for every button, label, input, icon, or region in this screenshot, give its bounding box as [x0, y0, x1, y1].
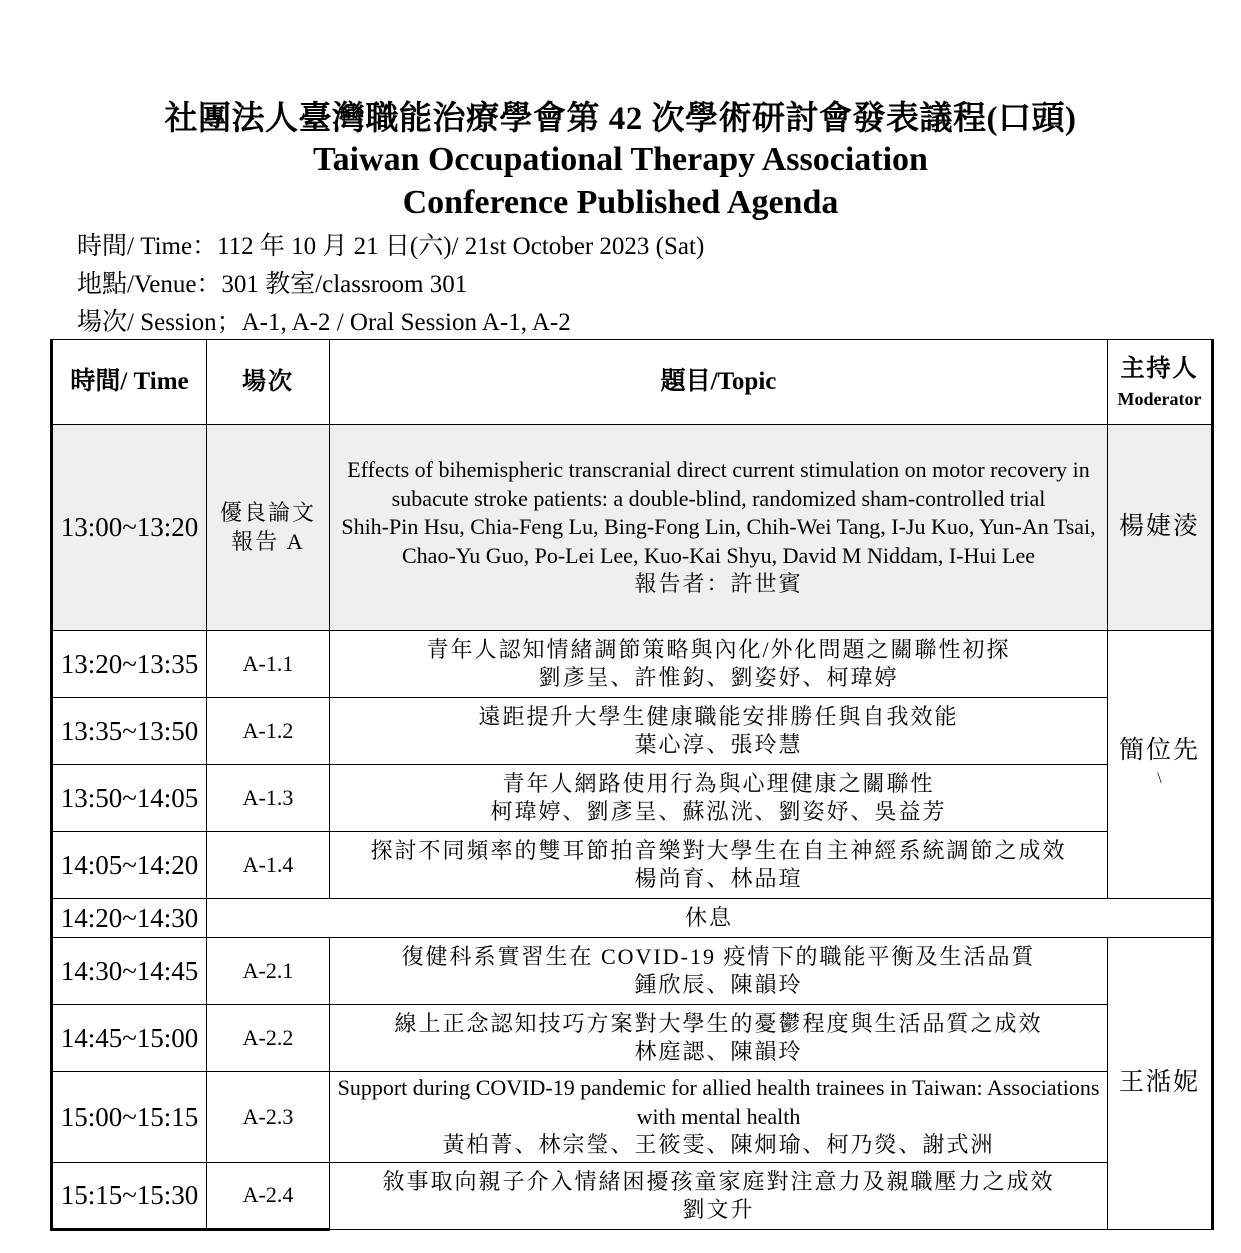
- time-cell: 15:00~15:15: [52, 1072, 207, 1163]
- time-cell: 14:20~14:30: [52, 899, 207, 938]
- topic-title: Effects of bihemispheric transcranial direct current stimulation on motor recovery in subacute stroke patients: a double-blind, randomized sham-controlled trial: [347, 457, 1090, 511]
- info-venue: 地點/Venue：301 教室/classroom 301: [77, 271, 468, 298]
- topic-cell: [330, 938, 1108, 1005]
- topic-title: 敘事取向親子介入情緒困擾孩童家庭對注意力及親職壓力之成效: [382, 1168, 1055, 1194]
- topic-cell: [330, 631, 1108, 698]
- session-cell: A-1.3: [207, 765, 330, 832]
- session-cell: A-2.3: [207, 1072, 330, 1163]
- time-cell: 14:05~14:20: [52, 832, 207, 899]
- break-row: [52, 899, 1213, 938]
- topic-authors: 黃柏菁、林宗瑩、王筱雯、陳炯瑜、柯乃熒、謝式洲: [442, 1132, 995, 1158]
- topic-authors: Shih-Pin Hsu, Chia-Feng Lu, Bing-Fong Lin, Chih-Wei Tang, I-Ju Kuo, Yun-An Tsai, Chao-Yu Guo, Po-Lei Lee, Kuo-Kai Shyu, David M Niddam, I-Hui Lee: [341, 514, 1096, 568]
- table-row: [52, 1072, 1213, 1163]
- header-moderator-en: Moderator: [1117, 389, 1202, 409]
- header-time: 時間/ Time: [52, 340, 207, 425]
- topic-cell: [330, 698, 1108, 765]
- topic-title: 線上正念認知技巧方案對大學生的憂鬱程度與生活品質之成效: [394, 1010, 1043, 1036]
- topic-authors: 鍾欣辰、陳韻玲: [634, 972, 803, 997]
- title-chinese: 社團法人臺灣職能治療學會第 42 次學術研討會發表議程(口頭): [164, 101, 1077, 137]
- time-cell: 13:35~13:50: [52, 698, 207, 765]
- table-row: [52, 425, 1213, 631]
- header-topic: 題目/Topic: [330, 340, 1108, 425]
- moderator-cell: 王湉妮: [1108, 938, 1213, 1230]
- topic-title: 探討不同頻率的雙耳節拍音樂對大學生在自主神經系統調節之成效: [370, 837, 1067, 863]
- topic-cell: [330, 1163, 1108, 1230]
- session-cell: A-1.4: [207, 832, 330, 899]
- header-moderator: [1108, 340, 1213, 425]
- table-row: [52, 765, 1213, 832]
- time-cell: 13:50~14:05: [52, 765, 207, 832]
- topic-title: Support during COVID-19 pandemic for allied health trainees in Taiwan: Associations with mental health: [337, 1075, 1100, 1129]
- session-cell: A-2.1: [207, 938, 330, 1005]
- header-row: [52, 340, 1213, 425]
- header-moderator-cn: 主持人: [1120, 356, 1199, 382]
- table-row: [52, 1005, 1213, 1072]
- topic-authors: 柯瑋婷、劉彥呈、蘇泓洸、劉姿妤、吳益芳: [490, 799, 947, 824]
- topic-authors: 楊尚育、林品瑄: [634, 866, 803, 891]
- session-line2: 報告 A: [231, 528, 305, 554]
- topic-authors: 劉文升: [682, 1197, 755, 1222]
- table-row: [52, 832, 1213, 899]
- table-row: [52, 938, 1213, 1005]
- topic-presenter: 報告者：許世賓: [634, 571, 803, 597]
- time-cell: 14:45~15:00: [52, 1005, 207, 1072]
- time-cell: 13:20~13:35: [52, 631, 207, 698]
- header-session: 場次: [207, 340, 330, 425]
- session-cell: A-1.1: [207, 631, 330, 698]
- topic-authors: 劉彥呈、許惟鈞、劉姿妤、柯瑋婷: [538, 665, 899, 690]
- title-english-line2: Conference Published Agenda: [402, 184, 839, 221]
- moderator-name: 簡位先: [1118, 737, 1200, 765]
- agenda-table: [50, 339, 1214, 1231]
- table-row: [52, 698, 1213, 765]
- topic-cell: [330, 1005, 1108, 1072]
- session-cell: A-2.2: [207, 1005, 330, 1072]
- table-row: [52, 631, 1213, 698]
- title-english-line1: Taiwan Occupational Therapy Association: [313, 141, 928, 178]
- topic-cell: [330, 832, 1108, 899]
- topic-title: 復健科系實習生在 COVID-19 疫情下的職能平衡及生活品質: [401, 943, 1036, 969]
- topic-authors: 林庭諰、陳韻玲: [634, 1039, 803, 1064]
- topic-title: 青年人網路使用行為與心理健康之關聯性: [502, 770, 935, 796]
- topic-title: 青年人認知情緒調節策略與內化/外化問題之關聯性初探: [426, 636, 1011, 662]
- session-cell: A-1.2: [207, 698, 330, 765]
- break-cell: 休息: [207, 899, 1213, 938]
- topic-cell: [330, 1072, 1108, 1163]
- info-session: 場次/ Session；A-1, A-2 / Oral Session A-1, A-2: [77, 309, 571, 336]
- topic-cell: [330, 425, 1108, 631]
- time-cell: 13:00~13:20: [52, 425, 207, 631]
- session-line1: 優良論文: [219, 500, 316, 525]
- info-time: 時間/ Time：112 年 10 月 21 日(六)/ 21st October 2023 (Sat): [77, 233, 705, 260]
- session-cell: A-2.4: [207, 1163, 330, 1230]
- moderator-mark: \: [1157, 769, 1162, 787]
- time-cell: 15:15~15:30: [52, 1163, 207, 1230]
- moderator-cell: [1108, 631, 1213, 899]
- time-cell: 14:30~14:45: [52, 938, 207, 1005]
- session-cell: [207, 425, 330, 631]
- topic-cell: [330, 765, 1108, 832]
- topic-title: 遠距提升大學生健康職能安排勝任與自我效能: [478, 703, 959, 729]
- moderator-cell: 楊婕淩: [1108, 425, 1213, 631]
- topic-authors: 葉心淳、張玲慧: [634, 732, 803, 757]
- table-row: [52, 1163, 1213, 1230]
